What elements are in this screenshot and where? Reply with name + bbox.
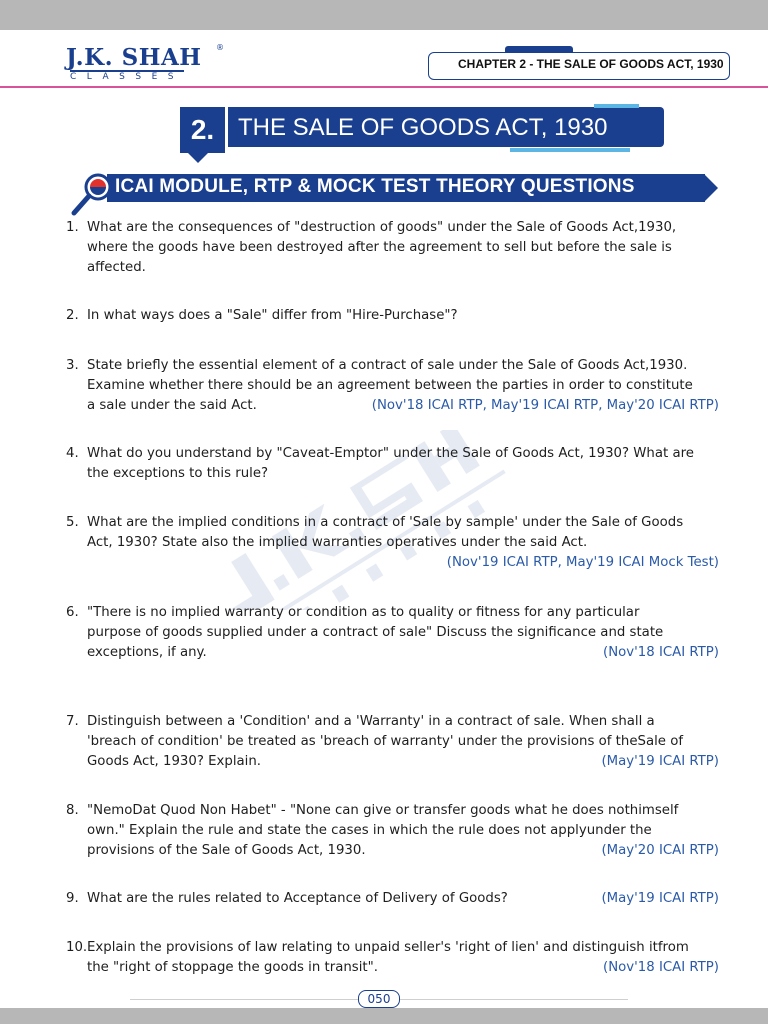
- question-text: [87, 306, 729, 326]
- section-heading-arrow: [704, 174, 718, 202]
- question-line: Goods Act, 1930? Explain.: [87, 754, 262, 769]
- question-source-tag: (Nov'18 ICAI RTP, May'19 ICAI RTP, May'20 ICAI RTP): [371, 398, 719, 413]
- question-number: 5.: [66, 515, 79, 530]
- question-number: 3.: [66, 358, 79, 373]
- question-source-tag: (May'19 ICAI RTP): [601, 891, 719, 906]
- question-line: Explain the provisions of law relating to unpaid seller's 'right of lien' and distinguish itfrom: [87, 940, 689, 955]
- logo-registered-mark: ®: [216, 43, 224, 52]
- question-line: 'breach of condition' be treated as 'breach of warranty' under the provisions of theSale of: [87, 734, 684, 749]
- section-heading: ICAI MODULE, RTP & MOCK TEST THEORY QUESTIONS: [115, 176, 635, 197]
- question-number: 6.: [66, 605, 79, 620]
- question-line: What do you understand by "Caveat-Emptor" under the Sale of Goods Act, 1930? What are: [87, 446, 694, 461]
- question-line: the "right of stoppage the goods in transit".: [87, 960, 378, 975]
- question-line: What are the rules related to Acceptance of Delivery of Goods?: [87, 891, 508, 906]
- question-line: provisions of the Sale of Goods Act, 1930.: [87, 843, 366, 858]
- question-line: Distinguish between a 'Condition' and a 'Warranty' in a contract of sale. When shall a: [87, 714, 655, 729]
- magnifier-icon: [68, 170, 116, 218]
- question-text: [87, 218, 729, 278]
- logo-main-text: J.K. SHAH: [66, 44, 202, 71]
- question-source-tag: (Nov'19 ICAI RTP, May'19 ICAI Mock Test): [446, 555, 719, 570]
- question-source-tag: (May'19 ICAI RTP): [601, 754, 719, 769]
- question-line: In what ways does a "Sale" differ from "Hire-Purchase"?: [87, 308, 458, 323]
- question-source-tag: (May'20 ICAI RTP): [601, 843, 719, 858]
- question-number: 1.: [66, 220, 79, 235]
- page-number: 050: [358, 990, 400, 1008]
- title-accent-stripe-lower: [510, 148, 630, 152]
- chapter-number-notch: [188, 153, 208, 163]
- question-number: 2.: [66, 308, 79, 323]
- header-divider: [0, 86, 768, 88]
- question-number: 10.: [66, 940, 88, 955]
- question-line: a sale under the said Act.: [87, 398, 257, 413]
- question-line: the exceptions to this rule?: [87, 466, 269, 481]
- footer-rule-right: [400, 999, 628, 1000]
- question-line: exceptions, if any.: [87, 645, 207, 660]
- question-text: [87, 444, 729, 484]
- top-gray-band: [0, 0, 768, 30]
- question-number: 8.: [66, 803, 79, 818]
- logo-sub-text: CLASSES: [70, 72, 184, 82]
- question-source-tag: (Nov'18 ICAI RTP): [603, 645, 719, 660]
- footer-rule-left: [130, 999, 358, 1000]
- question-line: What are the consequences of "destruction of goods" under the Sale of Goods Act,1930,: [87, 220, 677, 235]
- question-line: own." Explain the rule and state the cases in which the rule does not applyunder the: [87, 823, 652, 838]
- chapter-number: 2.: [180, 107, 225, 153]
- question-line: affected.: [87, 260, 146, 275]
- question-line: State briefly the essential element of a contract of sale under the Sale of Goods Act,1930.: [87, 358, 688, 373]
- title-accent-stripe: [594, 104, 639, 108]
- question-text: [87, 513, 729, 553]
- question-number: 4.: [66, 446, 79, 461]
- question-number: 9.: [66, 891, 79, 906]
- question-line: "NemoDat Quod Non Habet" - "None can give or transfer goods what he does nothimself: [87, 803, 679, 818]
- question-line: where the goods have been destroyed after the agreement to sell but before the sale is: [87, 240, 672, 255]
- jk-shah-logo: [66, 44, 226, 84]
- question-source-tag: (Nov'18 ICAI RTP): [603, 960, 719, 975]
- question-line: "There is no implied warranty or condition as to quality or fitness for any particular: [87, 605, 640, 620]
- question-number: 7.: [66, 714, 79, 729]
- chapter-label: CHAPTER 2 - THE SALE OF GOODS ACT, 1930: [458, 57, 724, 71]
- question-line: Act, 1930? State also the implied warranties operatives under the said Act.: [87, 535, 588, 550]
- chapter-title: THE SALE OF GOODS ACT, 1930: [238, 114, 608, 141]
- question-line: Examine whether there should be an agreement between the parties in order to constitute: [87, 378, 693, 393]
- chapter-title-banner: [180, 104, 664, 154]
- bottom-gray-band: [0, 1008, 768, 1024]
- question-line: What are the implied conditions in a contract of 'Sale by sample' under the Sale of Goods: [87, 515, 684, 530]
- question-line: purpose of goods supplied under a contract of sale" Discuss the significance and state: [87, 625, 664, 640]
